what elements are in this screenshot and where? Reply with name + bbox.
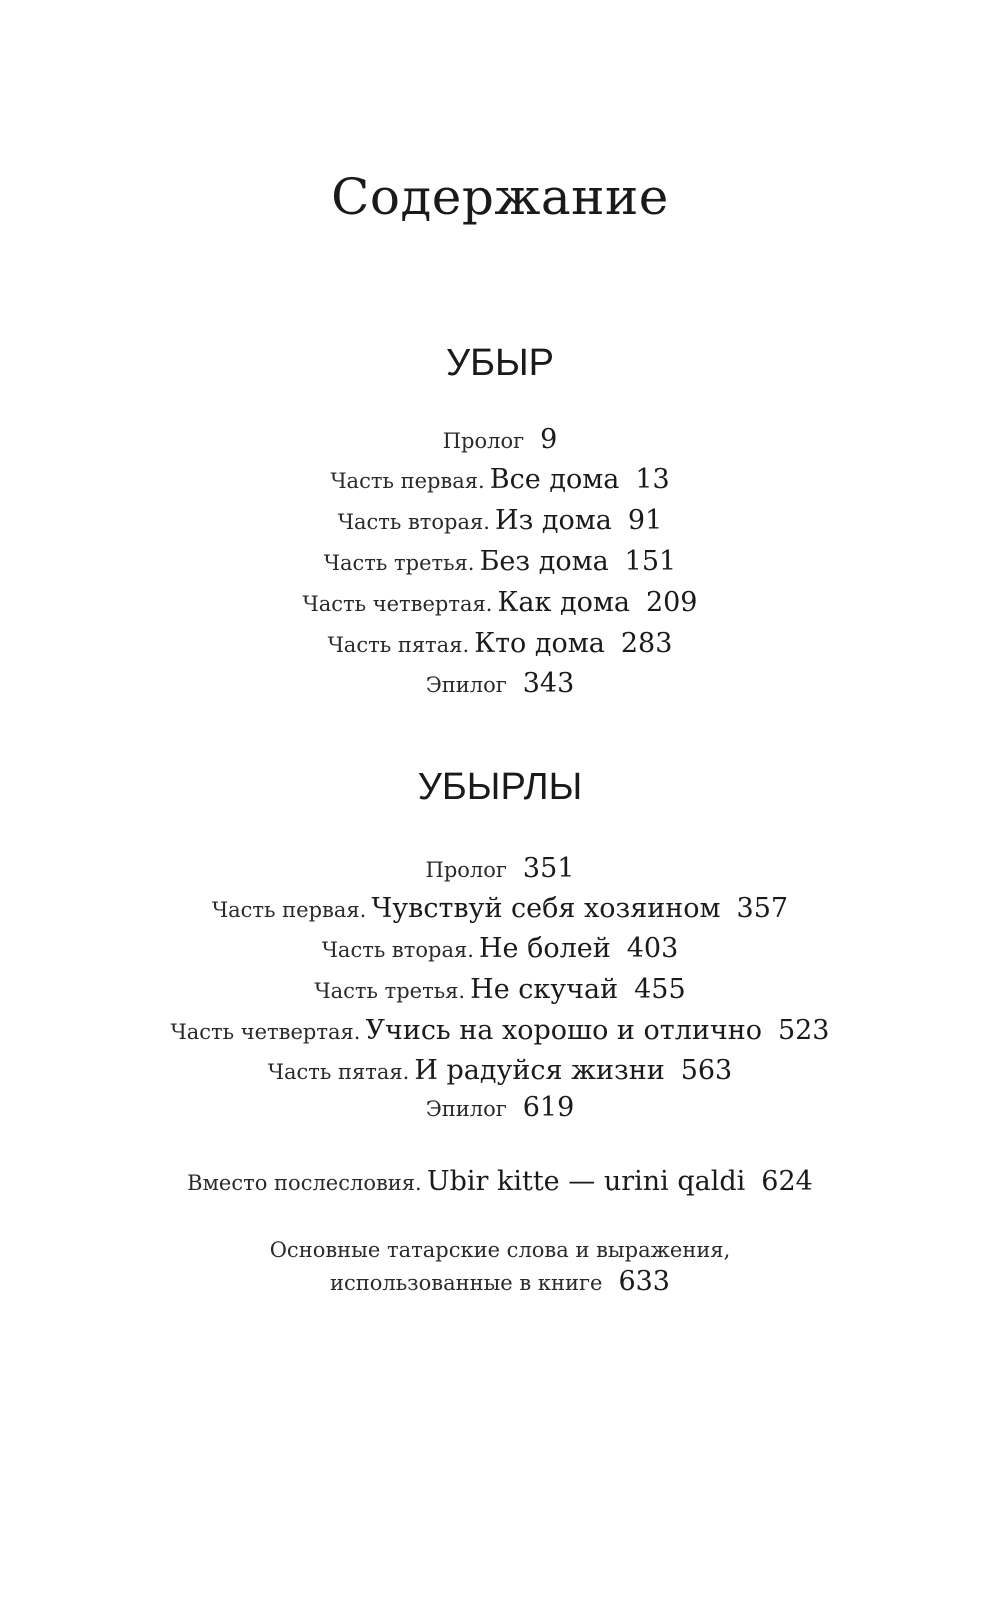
entry-name: Кто дома bbox=[474, 628, 605, 659]
entry-name: И радуйся жизни bbox=[414, 1055, 665, 1086]
book2-title: УБЫРЛЫ bbox=[417, 766, 583, 808]
entry-label: Вместо послесловия. bbox=[187, 1171, 422, 1195]
entry-name: Учись на хорошо и отлично bbox=[365, 1015, 762, 1046]
entry-label: Часть третья. bbox=[323, 551, 475, 575]
entry-label: Пролог bbox=[442, 429, 525, 453]
entry-page: 13 bbox=[635, 464, 670, 495]
toc-entry[interactable] bbox=[0, 589, 1000, 616]
toc-entry[interactable] bbox=[0, 1017, 1000, 1044]
toc-entry[interactable] bbox=[0, 630, 1000, 657]
entry-label: Эпилог bbox=[425, 1097, 507, 1121]
entry-page: 403 bbox=[626, 933, 679, 964]
entry-page: 357 bbox=[736, 893, 789, 924]
entry-label: Часть первая. bbox=[211, 898, 367, 922]
entry-page: 151 bbox=[624, 546, 677, 577]
entry-name: Не скучай bbox=[470, 974, 619, 1005]
entry-label: Часть четвертая. bbox=[170, 1020, 361, 1044]
toc-entry[interactable] bbox=[0, 976, 1000, 1003]
entry-name: Ubir kitte — urini qaldi bbox=[426, 1166, 746, 1197]
entry-label: Часть первая. bbox=[330, 469, 485, 493]
entry-name: Все дома bbox=[489, 464, 620, 495]
toc-entry-glossary[interactable] bbox=[0, 1268, 1000, 1295]
entry-label: Пролог bbox=[425, 858, 507, 882]
entry-name: Не болей bbox=[479, 933, 611, 964]
toc-entry[interactable] bbox=[0, 548, 1000, 575]
entry-label: Эпилог bbox=[425, 673, 507, 697]
entry-label: Часть третья. bbox=[314, 979, 466, 1003]
entry-page: 633 bbox=[618, 1266, 670, 1297]
toc-entry[interactable] bbox=[0, 466, 1000, 493]
toc-entry-afterword[interactable] bbox=[0, 1168, 1000, 1195]
toc-entry[interactable] bbox=[0, 1094, 1000, 1121]
glossary-label-1: Основные татарские слова и выражения, bbox=[269, 1238, 731, 1262]
page-title: Содержание bbox=[331, 168, 669, 226]
entry-page: 209 bbox=[645, 587, 698, 618]
entry-page: 563 bbox=[680, 1055, 733, 1086]
entry-label: Часть вторая. bbox=[321, 938, 474, 962]
toc-entry[interactable] bbox=[0, 426, 1000, 453]
entry-page: 523 bbox=[777, 1015, 830, 1046]
entry-page: 455 bbox=[634, 974, 686, 1005]
toc-entry[interactable] bbox=[0, 1057, 1000, 1084]
toc-entry[interactable] bbox=[0, 935, 1000, 962]
entry-page: 9 bbox=[540, 424, 558, 455]
toc-entry[interactable] bbox=[0, 855, 1000, 882]
entry-page: 351 bbox=[522, 853, 575, 884]
entry-page: 91 bbox=[627, 505, 663, 536]
entry-name: Чувствуй себя хозяином bbox=[371, 893, 721, 924]
entry-label: Часть пятая. bbox=[267, 1060, 410, 1084]
entry-name: Без дома bbox=[479, 546, 609, 577]
entry-page: 624 bbox=[761, 1166, 813, 1197]
entry-page: 619 bbox=[522, 1092, 575, 1123]
entry-name: Как дома bbox=[497, 587, 630, 618]
entry-label: Часть четвертая. bbox=[302, 592, 493, 616]
entry-label: Часть вторая. bbox=[337, 510, 490, 534]
entry-label: Часть пятая. bbox=[327, 633, 470, 657]
entry-page: 343 bbox=[522, 668, 575, 699]
book1-title: УБЫР bbox=[445, 342, 555, 384]
entry-name: Из дома bbox=[495, 505, 612, 536]
toc-entry[interactable] bbox=[0, 670, 1000, 697]
toc-entry[interactable] bbox=[0, 895, 1000, 922]
entry-page: 283 bbox=[620, 628, 673, 659]
glossary-line-1[interactable] bbox=[0, 1240, 1000, 1261]
glossary-label-2: использованные в книге bbox=[329, 1271, 603, 1295]
toc-entry[interactable] bbox=[0, 507, 1000, 534]
